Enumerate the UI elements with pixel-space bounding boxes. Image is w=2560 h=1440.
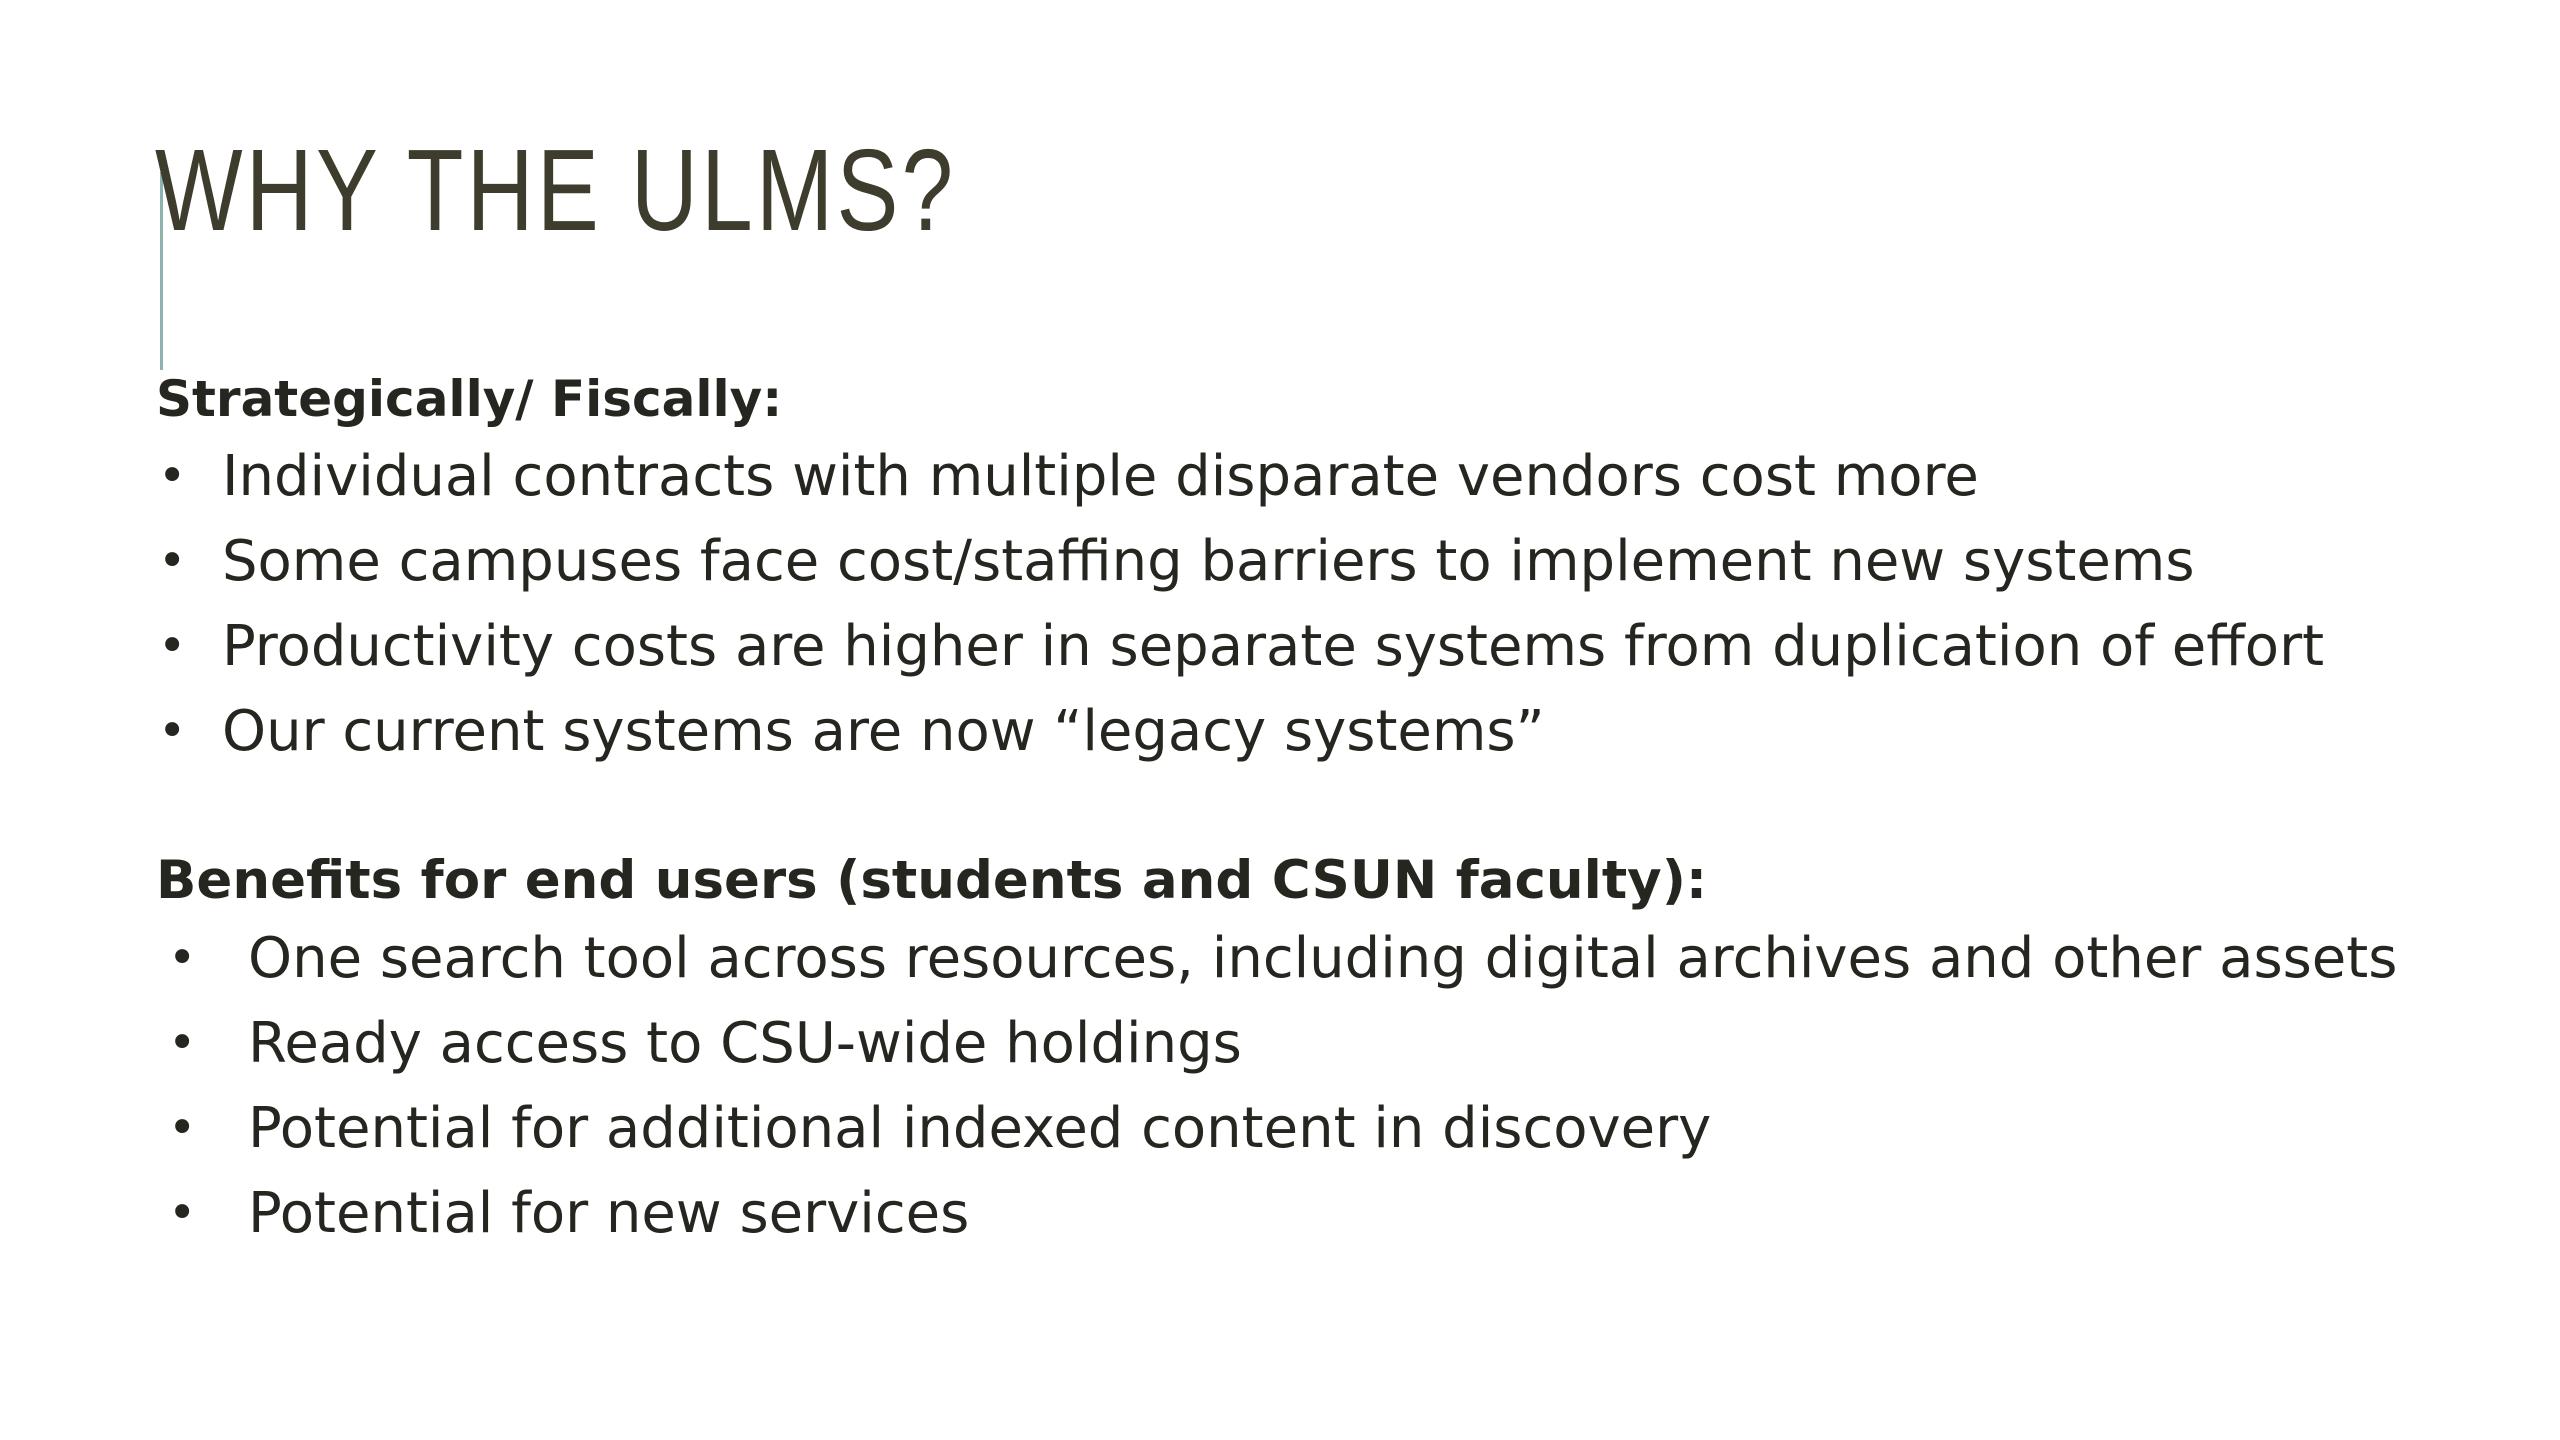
section-end-user-benefits [156, 846, 2397, 1256]
bullet-text: Productivity costs are higher in separate systems from duplication of effort [222, 614, 2325, 679]
bullet-icon: • [168, 1015, 197, 1071]
bullet-icon: • [158, 618, 187, 674]
bullet-item [156, 916, 2397, 1001]
section-heading: Benefits for end users (students and CSUN faculty): [156, 850, 1708, 911]
bullet-text: Potential for additional indexed content in discovery [248, 1096, 1712, 1161]
bullet-text: One search tool across resources, including digital archives and other assets [248, 926, 2398, 991]
bullet-text: Some campuses face cost/staffing barriers to implement new systems [222, 529, 2195, 594]
bullet-icon: • [168, 1185, 197, 1241]
bullet-icon: • [158, 533, 187, 589]
bullet-icon: • [158, 448, 187, 504]
section-strategic-fiscal [156, 364, 2324, 774]
slide-title: WHY THE ULMS? [155, 125, 957, 255]
bullet-text: Our current systems are now “legacy systems” [222, 699, 1545, 764]
bullet-item [156, 689, 2324, 774]
bullet-icon: • [168, 1100, 197, 1156]
bullet-item [156, 1086, 2397, 1171]
bullet-item [156, 1001, 2397, 1086]
bullet-text: Potential for new services [248, 1181, 970, 1246]
bullet-icon: • [168, 930, 197, 986]
bullet-item [156, 1171, 2397, 1256]
section-heading: Strategically/ Fiscally: [156, 370, 783, 428]
bullet-list [156, 916, 2397, 1256]
bullet-list [156, 434, 2324, 774]
bullet-text: Individual contracts with multiple disparate vendors cost more [222, 444, 1979, 509]
bullet-item [156, 434, 2324, 519]
bullet-item [156, 604, 2324, 689]
bullet-text: Ready access to CSU-wide holdings [248, 1011, 1242, 1076]
bullet-icon: • [158, 703, 187, 759]
bullet-item [156, 519, 2324, 604]
